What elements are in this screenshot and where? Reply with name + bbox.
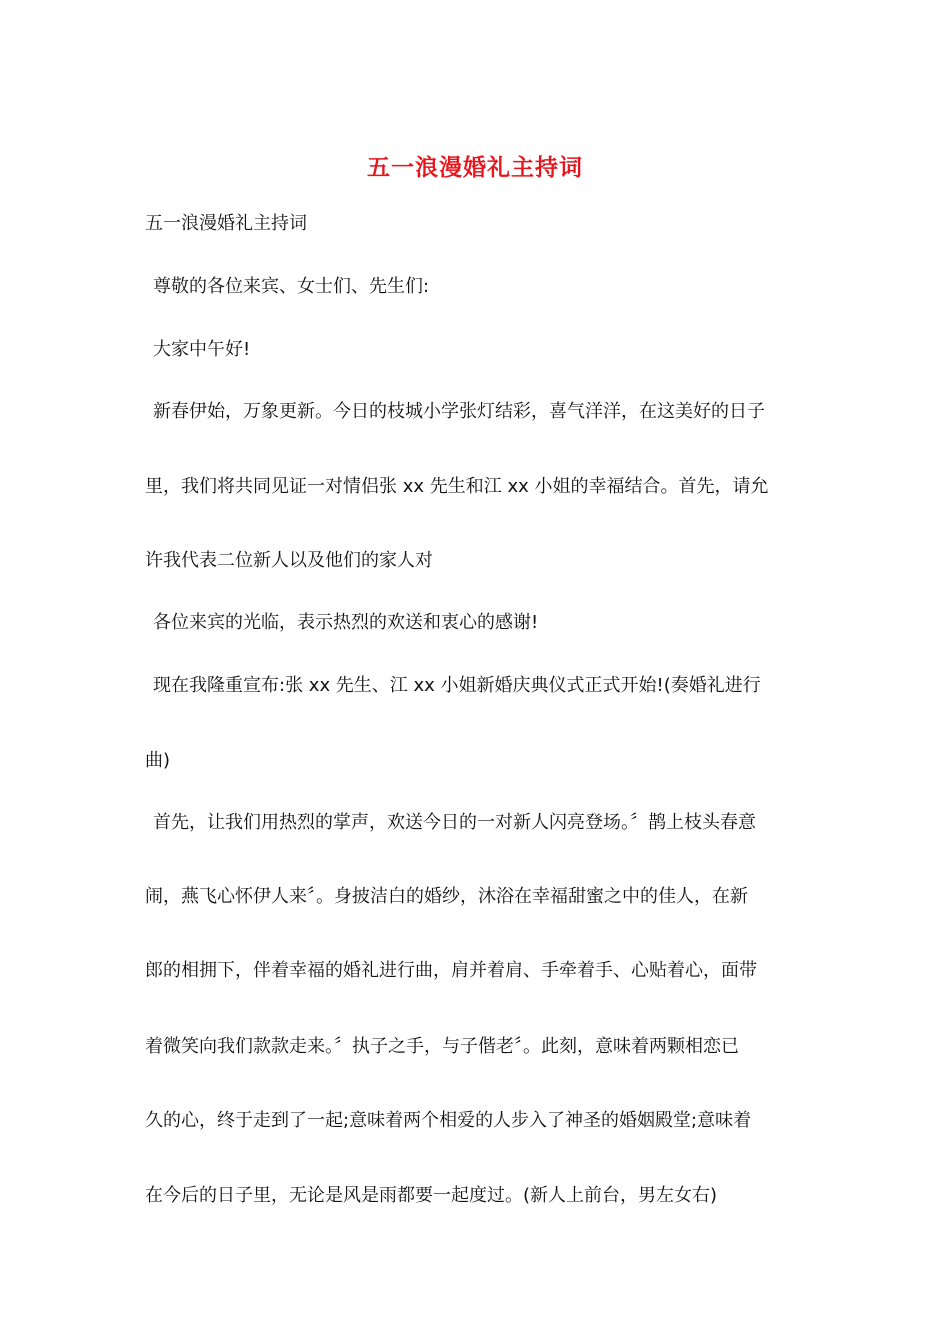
greeting-line: 尊敬的各位来宾、女士们、先生们:	[153, 276, 430, 297]
paragraph-line: 新春伊始，万象更新。今日的枝城小学张灯结彩，喜气洋洋，在这美好的日子	[153, 401, 765, 422]
paragraph-line: 在今后的日子里，无论是风是雨都要一起度过。(新人上前台，男左女右)	[145, 1185, 718, 1206]
paragraph-line: 郎的相拥下，伴着幸福的婚礼进行曲，肩并着肩、手牵着手、心贴着心，面带	[145, 960, 757, 981]
paragraph-line: 现在我隆重宣布:张 xx 先生、江 xx 小姐新婚庆典仪式正式开始!(奏婚礼进行	[153, 675, 761, 696]
paragraph-line: 着微笑向我们款款走来。〞执子之手，与子偕老〞。此刻，意味着两颗相恋已	[145, 1036, 739, 1057]
subtitle-line: 五一浪漫婚礼主持词	[145, 213, 307, 234]
paragraph-line: 曲)	[145, 750, 171, 771]
paragraph-line: 闹，燕飞心怀伊人来〞。身披洁白的婚纱，沐浴在幸福甜蜜之中的佳人，在新	[145, 886, 748, 907]
paragraph-line: 久的心，终于走到了一起;意味着两个相爱的人步入了神圣的婚姻殿堂;意味着	[145, 1110, 752, 1131]
paragraph-line: 里，我们将共同见证一对情侣张 xx 先生和江 xx 小姐的幸福结合。首先，请允	[145, 476, 769, 497]
document-title: 五一浪漫婚礼主持词	[367, 155, 583, 181]
paragraph-line: 各位来宾的光临，表示热烈的欢送和衷心的感谢!	[153, 612, 539, 633]
paragraph-line: 首先，让我们用热烈的掌声，欢送今日的一对新人闪亮登场。〞鹊上枝头春意	[153, 812, 756, 833]
greeting-line-2: 大家中午好!	[153, 339, 251, 360]
paragraph-line: 许我代表二位新人以及他们的家人对	[145, 550, 433, 571]
